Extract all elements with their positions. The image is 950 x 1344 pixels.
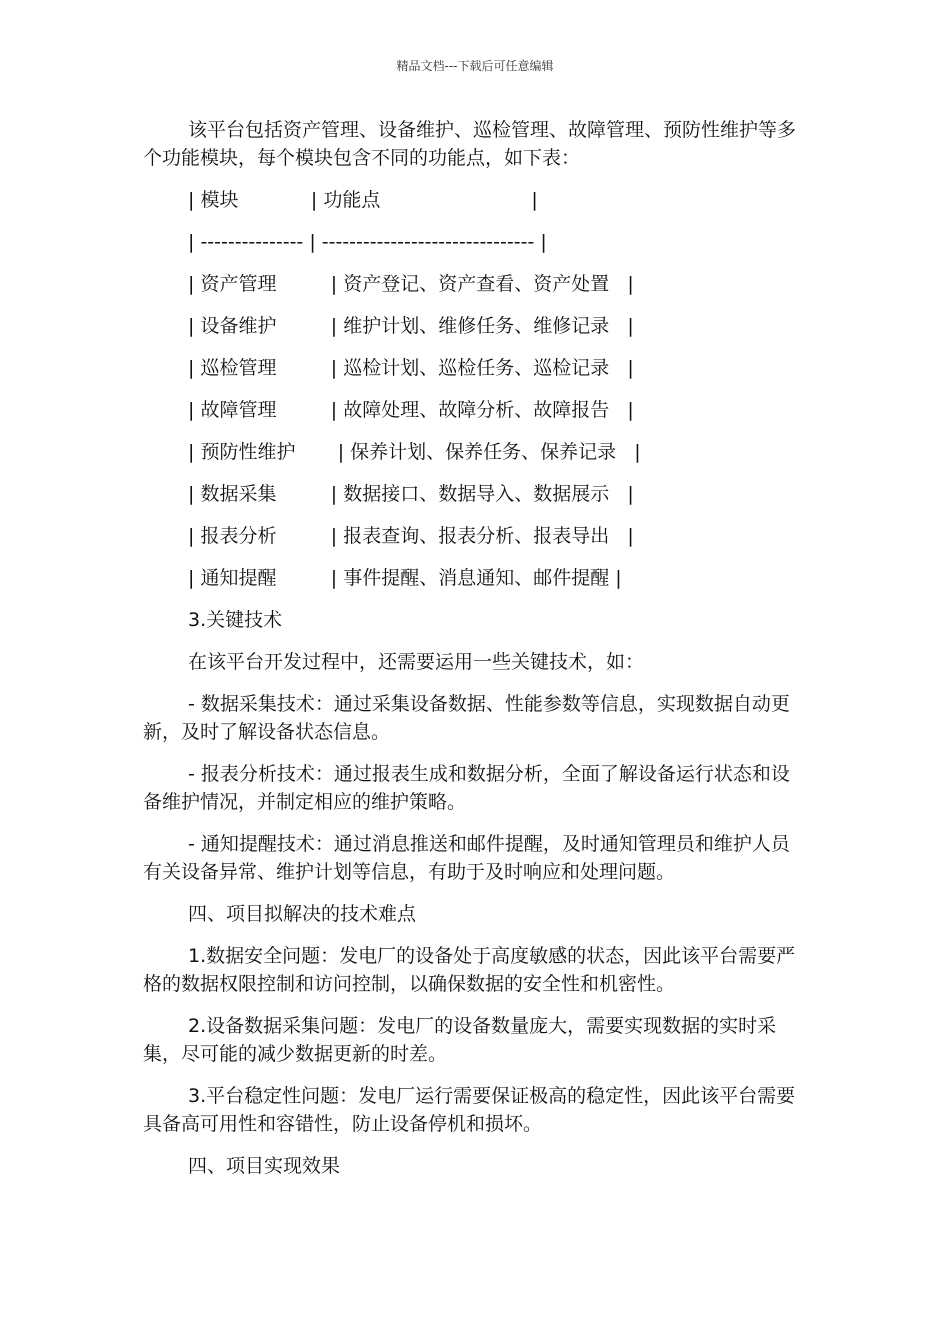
document-body (143, 116, 808, 1194)
intro-paragraph: 该平台包括资产管理、设备维护、巡检管理、故障管理、预防性维护等多个功能模块，每个模块包含不同的功能点，如下表： (143, 119, 797, 169)
table-row: | 设备维护 | 维护计划、维修任务、维修记录 | (188, 315, 634, 337)
table-header-row: | 模块 | 功能点 | (188, 189, 538, 211)
tech-item: - 通知提醒技术：通过消息推送和邮件提醒，及时通知管理员和维护人员有关设备异常、维护计划等信息，有助于及时响应和处理问题。 (143, 833, 790, 883)
table-row: | 资产管理 | 资产登记、资产查看、资产处置 | (188, 273, 634, 295)
table-row: | 通知提醒 | 事件提醒、消息通知、邮件提醒 | (188, 567, 622, 589)
tech-item: - 报表分析技术：通过报表生成和数据分析，全面了解设备运行状态和设备维护情况，并制定相应的维护策略。 (143, 763, 790, 813)
difficulty-item: 3.平台稳定性问题：发电厂运行需要保证极高的稳定性，因此该平台需要具备高可用性和容错性，防止设备停机和损坏。 (143, 1085, 796, 1135)
difficulty-item: 2.设备数据采集问题：发电厂的设备数量庞大，需要实现数据的实时采集，尽可能的减少数据更新的时差。 (143, 1015, 777, 1065)
difficulty-item: 1.数据安全问题：发电厂的设备处于高度敏感的状态，因此该平台需要严格的数据权限控制和访问控制，以确保数据的安全性和机密性。 (143, 945, 796, 995)
tech-item: - 数据采集技术：通过采集设备数据、性能参数等信息，实现数据自动更新，及时了解设备状态信息。 (143, 693, 790, 743)
table-row: | 报表分析 | 报表查询、报表分析、报表导出 | (188, 525, 634, 547)
table-row: | 数据采集 | 数据接口、数据导入、数据展示 | (188, 483, 634, 505)
module-table (143, 186, 808, 592)
section-heading-results: 四、项目实现效果 (188, 1155, 341, 1177)
table-row: | 预防性维护 | 保养计划、保养任务、保养记录 | (188, 441, 641, 463)
table-row: | 巡检管理 | 巡检计划、巡检任务、巡检记录 | (188, 357, 634, 379)
table-row: | 故障管理 | 故障处理、故障分析、故障报告 | (188, 399, 634, 421)
table-separator-row: | --------------- | ------------------------------- | (188, 231, 547, 253)
page-header: 精品文档---下载后可任意编辑 (396, 59, 554, 73)
section-heading-key-tech: 3.关键技术 (188, 609, 283, 631)
section-heading-difficulties: 四、项目拟解决的技术难点 (188, 903, 417, 925)
key-tech-intro: 在该平台开发过程中，还需要运用一些关键技术，如： (188, 651, 645, 673)
